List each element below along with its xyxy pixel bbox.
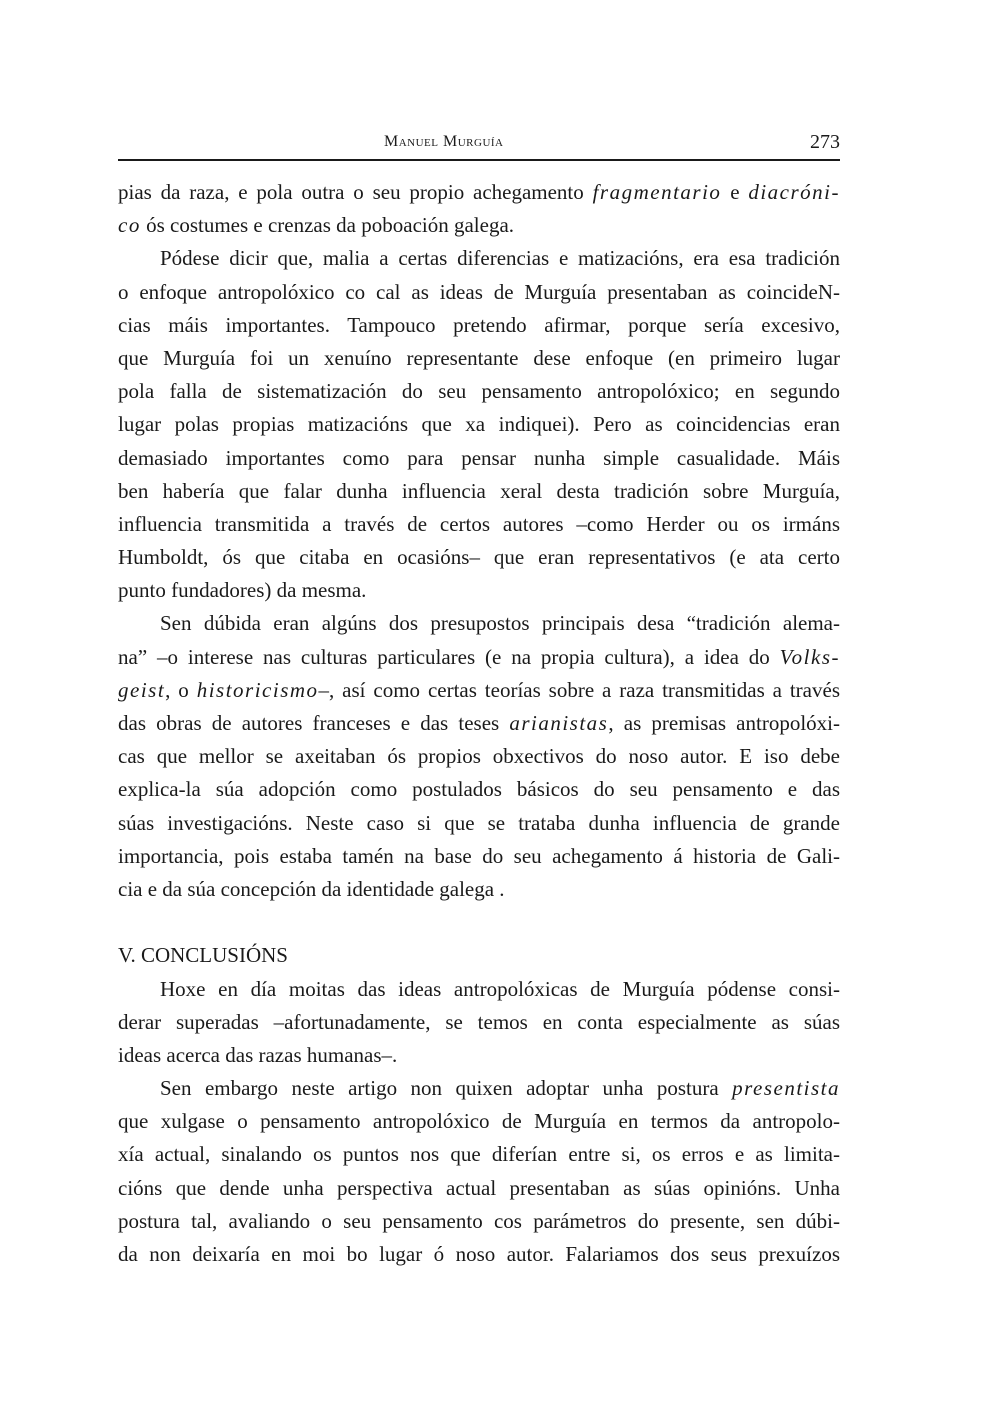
text-line: punto fundadores) da mesma. — [118, 578, 367, 603]
text-line: co ós costumes e crenzas da poboación galega. — [118, 213, 515, 238]
text-line: demasiado importantes como para pensar nunha simple casualidade. Máis — [118, 445, 840, 470]
body-text — [118, 176, 840, 1271]
text-line: que xulgase o pensamento antropolóxico de Murguía en termos da antropolo- — [118, 1109, 840, 1134]
text-line: Humboldt, ós que citaba en ocasións– que eran representativos (e ata certo — [118, 545, 840, 570]
text-line: cias máis importantes. Tampouco pretendo afirmar, porque sería excesivo, — [118, 312, 840, 337]
text-line: da non deixaría en moi bo lugar ó noso autor. Falariamos dos seus prexuízos — [118, 1242, 840, 1266]
text-line: que Murguía foi un xenuíno representante dese enfoque (en primeiro lugar — [118, 345, 840, 370]
text-line: pias da raza, e pola outra o seu propio achegamento fragmentario e diacróni- — [118, 180, 840, 204]
text-line: lugar polas propias matizacións que xa indiquei). Pero as coincidencias eran — [118, 412, 840, 437]
section-heading: V. CONCLUSIÓNS — [118, 943, 288, 968]
text-line: cións que dende unha perspectiva actual presentaban as súas opinións. Unha — [118, 1175, 840, 1200]
text-line: ben habería que falar dunha influencia xeral desta tradición sobre Murguía, — [118, 478, 840, 503]
text-line: na” –o interese nas culturas particulares (e na propia cultura), a idea do Volks- — [118, 644, 840, 669]
text-line: Pódese dicir que, malia a certas diferencias e matizacións, era esa tradición — [160, 246, 840, 271]
text-line: o enfoque antropolóxico co cal as ideas de Murguía presentaban as coincideN- — [118, 279, 840, 304]
text-line: Hoxe en día moitas das ideas antropolóxicas de Murguía pódense consi- — [160, 976, 840, 1001]
text-line: importancia, pois estaba tamén na base do seu achegamento á historia de Gali- — [118, 843, 840, 868]
text-line: cia e da súa concepción da identidade galega . — [118, 876, 505, 901]
text-line: Sen embargo neste artigo non quixen adoptar unha postura presentista — [160, 1076, 840, 1101]
text-line: explica-la súa adopción como postulados básicos do seu pensamento e das — [118, 777, 840, 802]
text-line: Sen dúbida eran algúns dos presupostos principais desa “tradición alema- — [160, 611, 840, 636]
page-number: 273 — [810, 131, 840, 153]
text-line: pola falla de sistematización do seu pensamento antropolóxico; en segundo — [118, 379, 840, 404]
text-line: ideas acerca das razas humanas–. — [118, 1042, 398, 1067]
text-line: geist, o historicismo–, así como certas teorías sobre a raza transmitidas a través — [118, 677, 840, 702]
text-line: influencia transmitida a través de certos autores –como Herder ou os irmáns — [118, 511, 840, 536]
running-header — [118, 131, 840, 161]
text-line: derar superadas –afortunadamente, se temos en conta especialmente as súas — [118, 1009, 840, 1034]
running-title: Manuel Murguía — [384, 133, 504, 150]
section-spacer — [118, 906, 840, 939]
text-line: das obras de autores franceses e das teses arianistas, as premisas antropolóxi- — [118, 711, 840, 735]
text-line: súas investigacións. Neste caso si que se trataba dunha influencia de grande — [118, 810, 840, 835]
text-line: cas que mellor se axeitaban ós propios obxectivos do noso autor. E iso debe — [118, 744, 840, 769]
text-line: xía actual, sinalando os puntos nos que diferían entre si, os erros e as limita- — [118, 1142, 840, 1167]
text-line: postura tal, avaliando o seu pensamento cos parámetros do presente, sen dúbi- — [118, 1208, 840, 1233]
